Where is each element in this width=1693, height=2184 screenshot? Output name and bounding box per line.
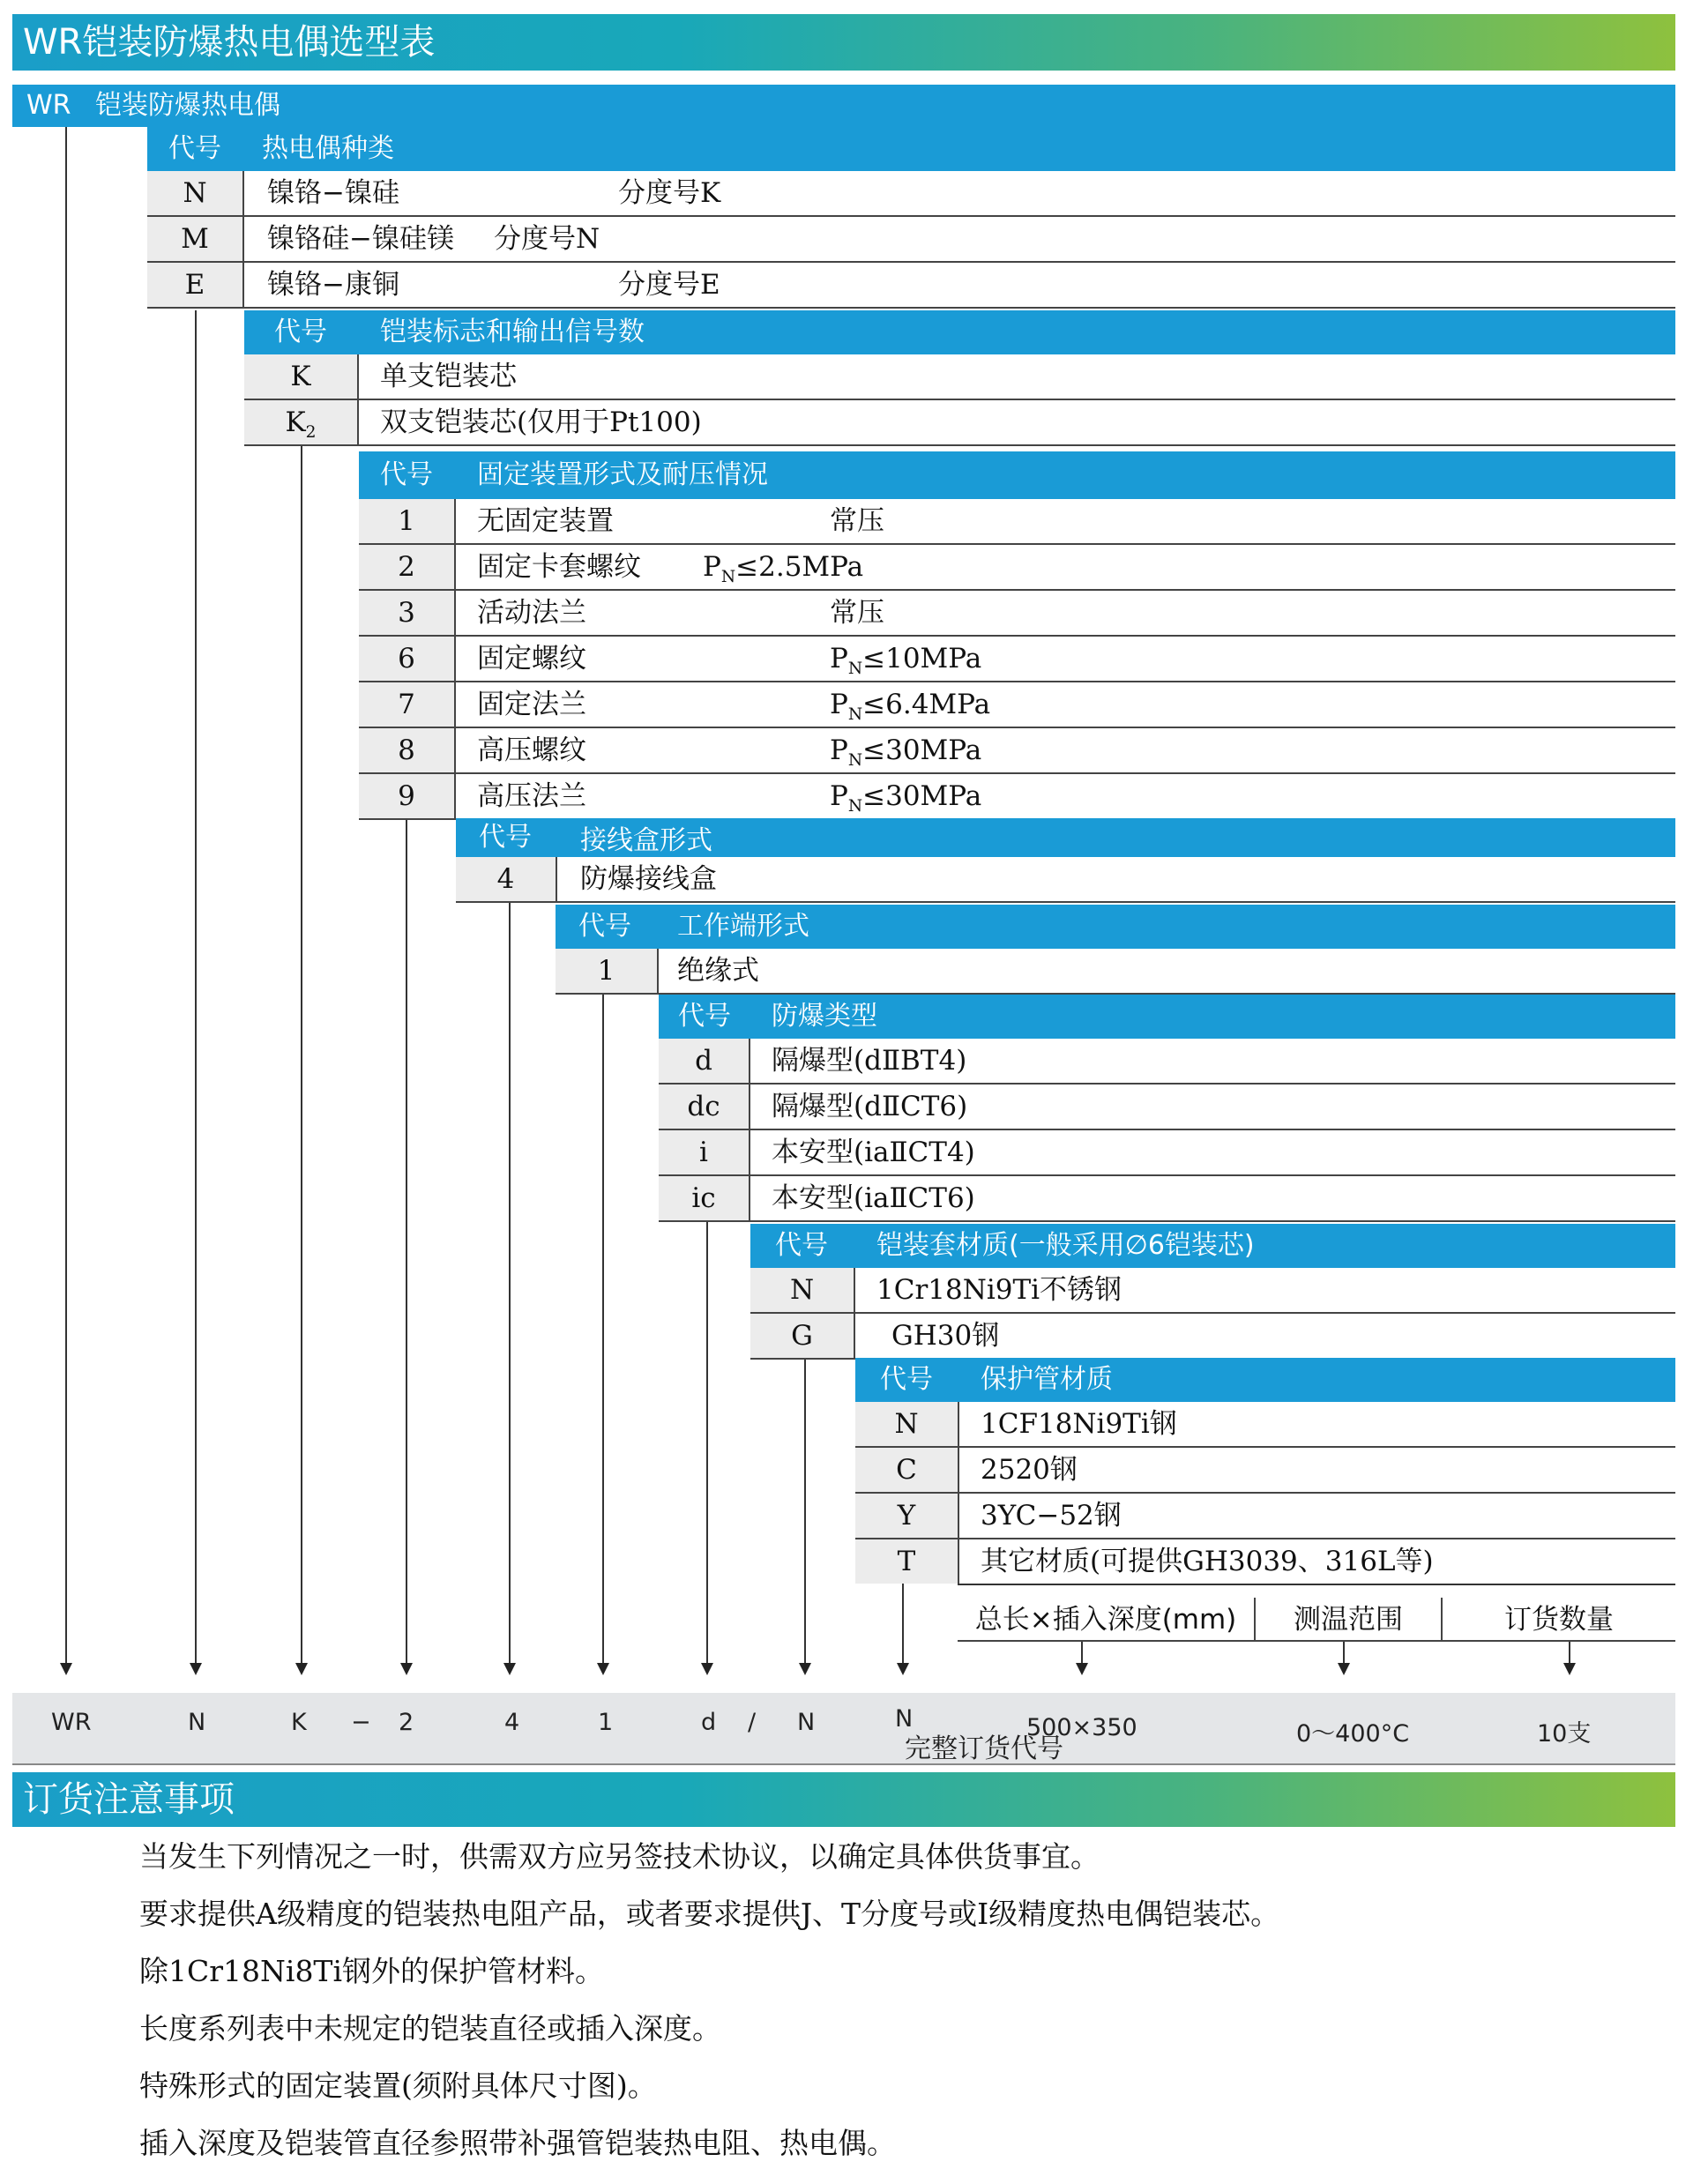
row-desc: 防爆接线盒 [580,863,717,895]
section-header [855,1358,1675,1402]
row-desc: 1CF18Ni9Ti钢 [981,1408,1177,1440]
pressure-symbol: P [703,551,721,583]
section-title: 防爆类型 [772,1001,877,1032]
pressure-value: ≤2.5MPa [735,551,864,583]
row-code: d [659,1039,750,1083]
section-header [456,818,1675,857]
table-row [359,637,1675,682]
code-header: 代号 [880,1364,933,1395]
page-title: WR铠装防爆热电偶选型表 [12,14,1675,71]
row-code: 9 [359,774,456,818]
note-item: 插入深度及铠装管直径参照带补强管铠装热电阻、热电偶。 [139,2126,896,2160]
arrow-down-icon [190,1663,202,1675]
order-part-model: WR [51,1709,92,1736]
table-row [147,217,1675,263]
note-item: 长度系列表中未规定的铠装直径或插入深度。 [139,2011,721,2046]
arrow-down-icon [60,1663,72,1675]
row-desc: 高压螺纹 [477,734,586,766]
row-code [244,400,359,444]
row-code: C [855,1448,959,1492]
row-desc: 本安型(iaⅡCT4) [772,1137,975,1168]
model-header [12,85,1675,127]
pressure-value: ≤30MPa [862,780,982,812]
pressure-symbol: P [830,780,848,812]
pressure-symbol: P [830,643,848,675]
table-row [359,728,1675,774]
table-row [359,499,1675,545]
section-title: 铠装标志和输出信号数 [380,317,645,347]
summary-range-header: 测温范围 [1256,1598,1443,1642]
table-row [855,1494,1675,1539]
section-header [750,1224,1675,1268]
section-header [659,995,1675,1039]
section-title: 固定装置形式及耐压情况 [477,459,768,490]
pressure-symbol: P [830,734,848,766]
table-row [556,949,1675,995]
table-row [659,1039,1675,1085]
table-row [244,354,1675,400]
row-desc: 镍铬−镍硅 [267,177,399,209]
connector-line [804,1360,806,1663]
table-row [359,545,1675,591]
row-desc: 2520钢 [981,1454,1078,1486]
summary-length-header: 总长×插入深度(mm) [958,1598,1256,1642]
code-header: 代号 [380,459,433,490]
row-desc: 固定螺纹 [477,643,586,675]
code-header: 代号 [775,1230,828,1261]
row-desc: 1Cr18Ni9Ti不锈钢 [876,1274,1122,1306]
section-header [244,310,1675,354]
table-row [359,591,1675,637]
model-code: WR [26,90,71,121]
arrow-down-icon [400,1663,413,1675]
row-extra: 分度号K [618,177,721,209]
row-desc: 隔爆型(dⅡBT4) [772,1045,967,1077]
code-header: 代号 [168,133,221,164]
row-extra: 常压 [830,597,884,629]
arrow-down-icon [1338,1663,1350,1675]
row-desc: 镍铬硅−镍硅镁 [267,223,454,255]
table-row [456,857,1675,903]
code-header: 代号 [678,1001,731,1032]
pressure-subscript: N [847,660,863,679]
table-row [147,171,1675,217]
table-row [855,1539,1675,1584]
table-row [147,263,1675,309]
row-code: E [147,263,244,307]
row-desc: 活动法兰 [477,597,586,629]
order-code-label: 完整订货代号 [905,1733,1063,1764]
note-item: 当发生下列情况之一时，供需双方应另签技术协议，以确定具体供货事宜。 [139,1839,1100,1874]
connector-line [902,1584,904,1663]
table-row [855,1448,1675,1494]
table-row [244,400,1675,446]
arrow-down-icon [597,1663,609,1675]
order-part-mount: 2 [399,1709,414,1736]
row-code: N [750,1268,855,1312]
order-code-strip [12,1693,1675,1765]
row-code: N [855,1402,959,1446]
order-part-length: 500×350 [1026,1714,1137,1741]
row-extra: 分度号E [618,269,720,301]
row-desc: 高压法兰 [477,780,586,812]
code-header: 代号 [274,317,327,347]
connector-line [602,995,604,1663]
table-row [659,1176,1675,1222]
order-part-slash: / [748,1709,757,1736]
arrow-down-icon [503,1663,516,1675]
row-code: 8 [359,728,456,772]
pressure-value: ≤30MPa [862,734,982,766]
row-desc: 镍铬−康铜 [267,269,399,301]
row-code: 3 [359,591,456,635]
connector-line [65,127,67,1663]
section-header [556,905,1675,949]
row-desc: 单支铠装芯 [380,361,517,392]
note-item: 除1Cr18Ni8Ti钢外的保护管材料。 [139,1954,605,1988]
arrow-down-icon [1076,1663,1088,1675]
pressure-subscript: N [847,751,863,771]
order-part-tip: 1 [598,1709,614,1736]
row-desc: 隔爆型(dⅡCT6) [772,1091,968,1122]
order-part-explosion: d [701,1709,717,1736]
row-desc: 3YC−52钢 [981,1500,1122,1532]
row-code: ic [659,1176,750,1220]
section-title: 铠装套材质(一般采用∅6铠装芯) [876,1230,1255,1261]
connector-line [195,310,197,1663]
table-row [750,1314,1675,1360]
row-code: Y [855,1494,959,1538]
table-row [855,1402,1675,1448]
arrow-down-icon [295,1663,308,1675]
order-part-junction: 4 [504,1709,520,1736]
table-row [359,682,1675,728]
row-desc: 双支铠装芯(仅用于Pt100) [380,406,702,438]
row-desc: 其它材质(可提供GH3039、316L等) [981,1546,1434,1577]
table-row [659,1085,1675,1130]
row-code: 4 [456,857,557,901]
row-code-subscript: 2 [305,423,317,443]
row-code: 2 [359,545,456,589]
row-desc: 固定法兰 [477,689,586,720]
model-label: 铠装防爆热电偶 [95,90,280,121]
order-part-dash: − [351,1709,371,1736]
section-title: 热电偶种类 [262,133,394,164]
arrow-down-icon [1563,1663,1576,1675]
pressure-subscript: N [720,568,736,587]
row-extra: 常压 [830,505,884,537]
row-code: 6 [359,637,456,681]
row-desc: 固定卡套螺纹 [477,551,641,583]
connector-line [706,1222,708,1663]
row-code: M [147,217,244,261]
row-extra: 分度号N [494,223,600,255]
row-code: 1 [556,949,659,993]
row-code-letter: K [285,406,306,438]
pressure-value: ≤10MPa [862,643,982,675]
section-title: 工作端形式 [677,911,809,942]
arrow-down-icon [701,1663,713,1675]
order-part-armor: K [291,1709,307,1736]
code-header: 代号 [479,822,532,853]
row-desc: GH30钢 [891,1320,1000,1352]
code-header: 代号 [578,911,631,942]
connector-line [406,820,407,1663]
table-row [659,1130,1675,1176]
section-header [147,127,1675,171]
order-part-tube: N [895,1705,914,1733]
row-desc: 绝缘式 [677,955,759,987]
arrow-down-icon [897,1663,909,1675]
row-code: 7 [359,682,456,727]
row-desc: 无固定装置 [477,505,614,537]
arrow-down-icon [799,1663,811,1675]
row-code: i [659,1130,750,1174]
row-desc: 本安型(iaⅡCT6) [772,1182,975,1214]
row-code: 1 [359,499,456,543]
table-row [359,774,1675,820]
pressure-subscript: N [847,797,863,816]
order-part-qty: 10支 [1537,1720,1592,1748]
order-part-type: N [188,1709,206,1736]
connector-line [1343,1642,1345,1663]
row-code: K [244,354,359,399]
summary-top-rule [958,1584,1675,1585]
note-item: 要求提供A级精度的铠装热电阻产品，或者要求提供J、T分度号或Ⅰ级精度热电偶铠装芯。 [139,1897,1280,1931]
notes-title: 订货注意事项 [12,1772,1675,1827]
table-row [750,1268,1675,1314]
pressure-value: ≤6.4MPa [862,689,991,720]
summary-qty-header: 订货数量 [1443,1598,1675,1642]
connector-line [1569,1642,1570,1663]
row-code: dc [659,1085,750,1129]
order-part-range: 0～400°C [1296,1720,1410,1748]
section-title: 保护管材质 [981,1364,1113,1395]
pressure-symbol: P [830,689,848,720]
order-part-sheath: N [797,1709,816,1736]
connector-line [1081,1642,1083,1663]
connector-line [509,903,511,1663]
pressure-subscript: N [847,705,863,725]
row-code: G [750,1314,855,1358]
connector-line [301,446,302,1663]
section-title: 接线盒形式 [580,825,712,856]
row-code: T [855,1539,959,1584]
section-header [359,451,1675,499]
note-item: 特殊形式的固定装置(须附具体尺寸图)。 [139,2068,657,2103]
row-code: N [147,171,244,215]
